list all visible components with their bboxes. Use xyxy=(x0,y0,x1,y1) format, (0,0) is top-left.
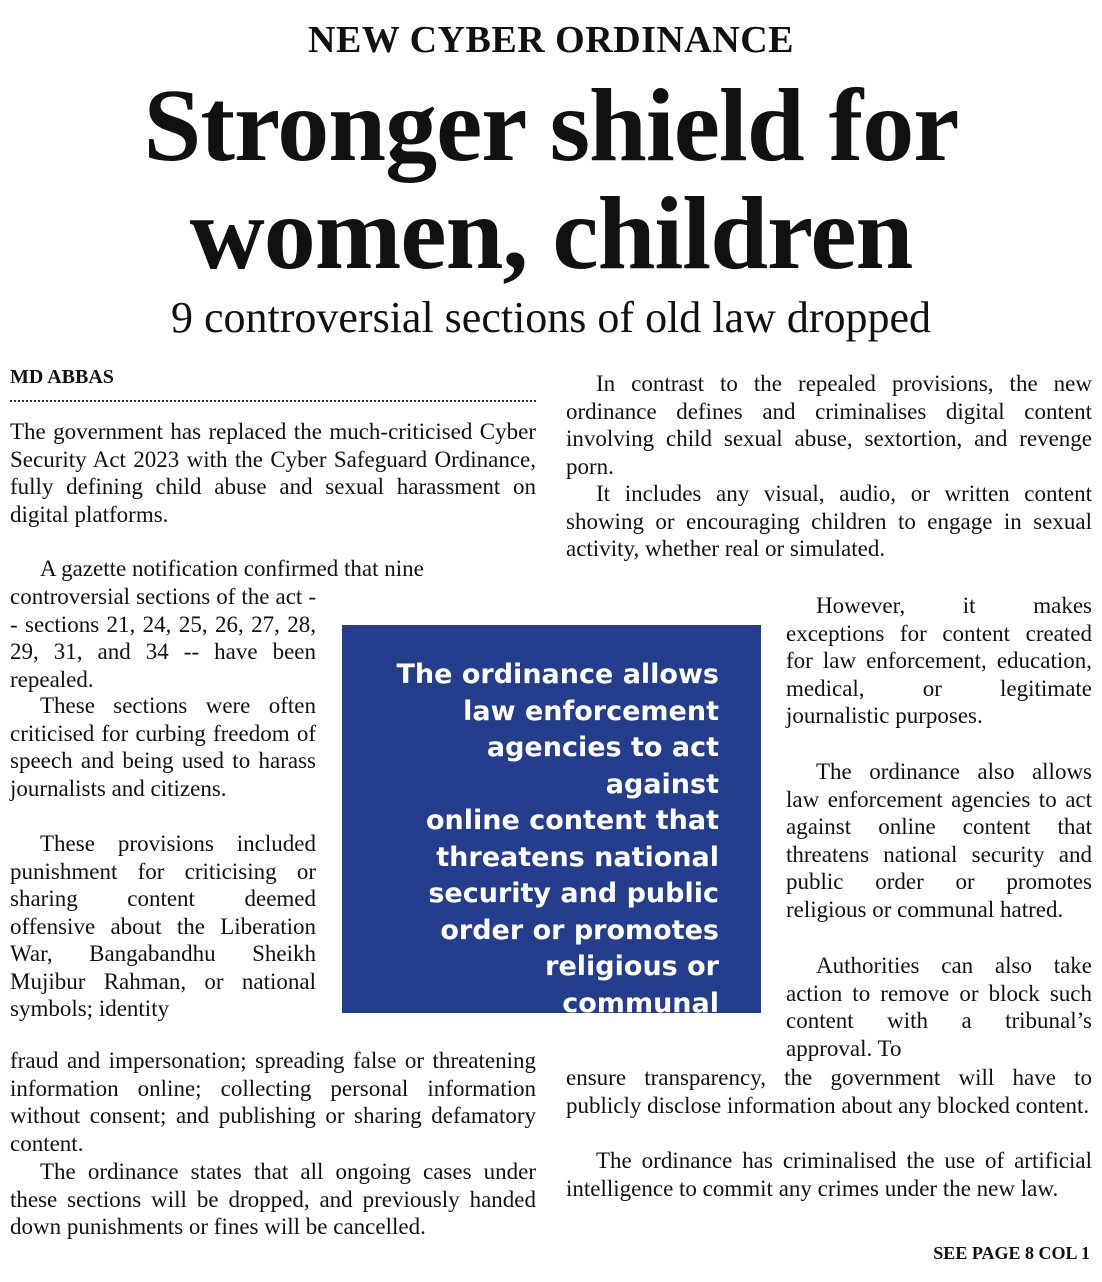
byline-divider xyxy=(10,400,536,402)
pull-quote-line: agencies to act against xyxy=(486,732,719,800)
continuation-reference: SEE PAGE 8 COL 1 xyxy=(933,1243,1090,1263)
headline xyxy=(0,68,1102,291)
right-paragraph-1: In contrast to the repealed provisions, the new ordinance defines and criminalises digital content involving child sexual abuse, sextortion, and revenge porn. xyxy=(566,371,1092,479)
right-paragraph-3: However, it makes exceptions for content created for law enforcement, education, medical, or legitimate journalistic purposes. xyxy=(786,593,1092,728)
pull-quote xyxy=(342,625,761,1055)
left-paragraph-4: These provisions included punishment for criticising or sharing content deemed offensive about the Liberation War, Bangabandhu Sheikh Mujibur Rahman, or national symbols; identity xyxy=(10,831,316,1021)
left-paragraph-2: controversial sections of the act -- sections 21, 24, 25, 26, 27, 28, 29, 31, and 34 -- have been repealed. xyxy=(10,584,316,692)
right-paragraph-5-continued: ensure transparency, the government will have to publicly disclose information about any blocked content. xyxy=(566,1065,1092,1118)
headline-line-1: Stronger shield for xyxy=(143,68,959,183)
kicker: NEW CYBER ORDINANCE xyxy=(308,19,794,61)
left-paragraph-4-continued: fraud and impersonation; spreading false or threatening information online; collecting personal information without consent; and publishing or sharing defamatory content. xyxy=(10,1048,536,1156)
right-paragraph-2: It includes any visual, audio, or written content showing or encouraging children to engage in sexual activity, whether real or simulated. xyxy=(566,481,1092,561)
left-paragraph-1: The government has replaced the much-criticised Cyber Security Act 2023 with the Cyber Safeguard Ordinance, fully defining child abuse and sexual harassment on digital platforms. xyxy=(10,419,536,527)
pull-quote-line: law enforcement xyxy=(463,695,719,727)
left-paragraph-3: These sections were often criticised for curbing freedom of speech and being used to harass journalists and citizens. xyxy=(10,693,316,801)
byline: MD ABBAS xyxy=(10,366,114,388)
left-paragraph-2-intro: A gazette notification confirmed that nine xyxy=(40,556,424,581)
pull-quote-line: online content that xyxy=(426,805,719,836)
pull-quote-line: hatred. xyxy=(607,1024,719,1055)
headline-line-2: women, children xyxy=(189,176,913,291)
pull-quote-line: The ordinance allows xyxy=(396,659,719,690)
pull-quote-line: order or promotes xyxy=(440,914,719,946)
left-paragraph-5: The ordinance states that all ongoing cases under these sections will be dropped, and previously handed down punishments or fines will be cancelled. xyxy=(10,1159,536,1239)
right-paragraph-6: The ordinance has criminalised the use of artificial intelligence to commit any crimes under the new law. xyxy=(566,1148,1092,1201)
pull-quote-line: religious or communal xyxy=(545,951,719,1019)
right-paragraph-5: Authorities can also take action to remove or block such content with a tribunal’s approval. To xyxy=(786,953,1092,1061)
subheadline: 9 controversial sections of old law dropped xyxy=(170,293,932,342)
pull-quote-line: security and public xyxy=(428,878,719,909)
pull-quote-line: threatens national xyxy=(436,841,719,873)
right-paragraph-4: The ordinance also allows law enforcement agencies to act against online content that threatens national security and public order or promotes religious or communal hatred. xyxy=(786,759,1092,922)
